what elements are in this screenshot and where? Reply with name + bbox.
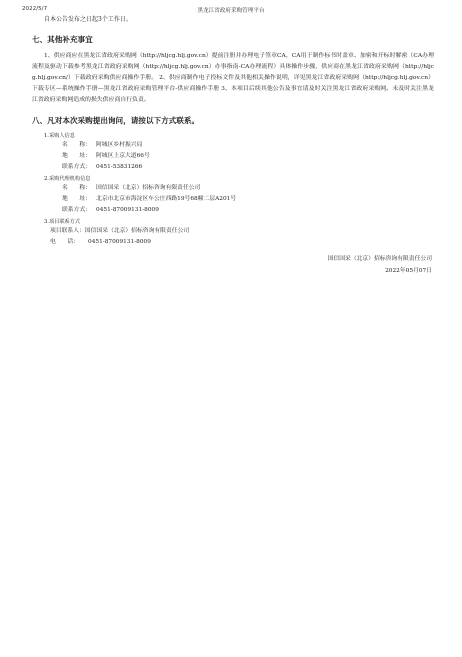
signature-date: 2022年05月07日: [385, 267, 432, 274]
agency-name-row: [62, 183, 434, 194]
agency-contact: 0451-87009131-8009: [96, 206, 159, 213]
purchaser-name-row: [62, 140, 434, 151]
agency-address-key: 地 址：: [62, 195, 91, 202]
agency-name: 国信国采（北京）招标咨询有限责任公司: [96, 184, 201, 191]
purchaser-address-key: 地 址：: [62, 152, 91, 159]
section-7-title: 七、其他补充事宜: [32, 34, 93, 44]
project-person: 国信国采（北京）招标咨询有限责任公司: [84, 227, 190, 234]
purchaser-contact-key: 联系方式：: [62, 163, 91, 170]
project-phone: 0451-87009131-8009: [88, 238, 151, 245]
section-8-title: 八、凡对本次采购提出询问，请按以下方式联系。: [32, 115, 200, 125]
agency-contact-row: [62, 205, 434, 216]
project-phone-key: 电 话：: [50, 238, 79, 245]
purchaser-label: 1.采购人信息: [44, 132, 75, 139]
purchaser-contact: 0451-53831266: [96, 163, 143, 170]
agency-label: 2.采购代理机构信息: [44, 175, 91, 182]
section-7-paragraph: 1、供应商应在黑龙江省政府采购网（http://hljcg.hlj.gov.cn）提前注册并办理电子签章CA，CA用于制作标书时盖章、加密和开标时解密（CA办理流程及驱动下载参考黑龙江省政府采购网（http://hljcg.hlj.gov.cn）办事指南-CA办理流程）具体操作步骤，供应商在黑龙江省政府采购网（http://hljcg.hlj.gov.cn/）下载政府采购供应商操作手册。 2、供应商制作电子投标文件及其他相关操作说明，详见黑龙江省政府采购网（http://hljcg.hlj.gov.cn）下载专区—系统操作手册—黑龙江省政府采购管理平台-供应商操作手册 3、本项目后续其他公告及事宜请及时关注黑龙江省政府采购网。未及时关注黑龙江省政府采购网造成的损失供应商自行负责。: [32, 52, 434, 103]
agency-address-row: [62, 194, 434, 205]
project-phone-row: [50, 237, 434, 248]
purchaser-address: 阿城区上京大道66号: [96, 152, 150, 159]
project-person-key: 项目联系人：: [50, 227, 85, 234]
purchaser-name: 阿城区乡村振兴局: [96, 141, 143, 148]
agency-address: 北京市北京市海淀区车公庄西路19号68幢二层A201号: [96, 195, 237, 202]
purchaser-address-row: [62, 151, 434, 162]
project-contact-label: 3.项目联系方式: [44, 218, 81, 225]
agency-name-key: 名 称：: [62, 184, 91, 191]
purchaser-name-key: 名 称：: [62, 141, 91, 148]
signature-org: 国信国采（北京）招标咨询有限责任公司: [327, 255, 432, 262]
deadline-line: 自本公告发布之日起3个工作日。: [44, 16, 132, 23]
agency-contact-key: 联系方式：: [62, 206, 91, 213]
site-title: 黑龙江省政府采购管理平台: [197, 8, 265, 14]
purchaser-contact-row: [62, 162, 434, 173]
print-date: 2022/5/7: [22, 6, 48, 12]
project-person-row: [50, 226, 434, 237]
document-content: [32, 15, 434, 277]
